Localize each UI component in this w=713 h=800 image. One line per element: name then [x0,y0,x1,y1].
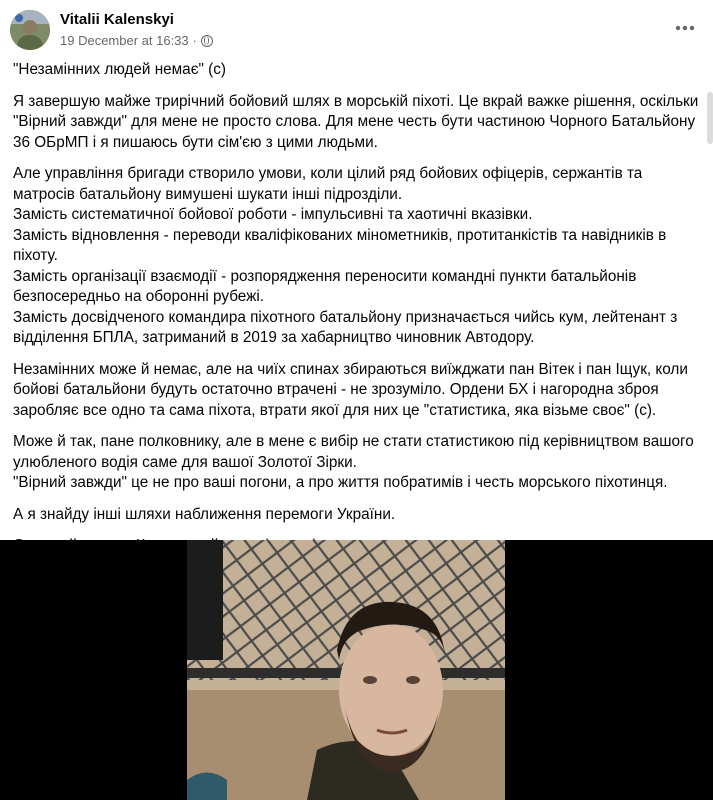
text-line: Але управління бригади створило умови, коли цілий ряд бойових офіцерів, сержантів та [13,165,643,182]
text-line: Замість систематичної бойової роботи - імпульсивні та хаотичні вказівки. [13,206,533,223]
text-line: безпосередньо на оборонні рубежі. [13,288,265,305]
selfie-photo[interactable] [187,540,505,800]
text-line: Замість відновлення - переводи кваліфікованих мінометників, протитанкістів та навідників в [13,226,667,244]
text-line: Замість досвідченого командира піхотного батальйону призначається чийсь кум, лейтенант з [13,308,678,326]
text-line: "Вірний завжди" для мене не просто слова. Для мене честь бути частиною Чорного Батальйону [13,113,696,130]
paragraph-2 [13,92,703,154]
avatar-image [10,10,50,50]
more-options-icon[interactable] [673,16,697,40]
paragraph-5 [13,432,703,494]
globe-icon [201,35,213,47]
text-line: "Незамінних людей немає" (с) [13,61,227,78]
post-header [10,8,705,54]
text-line: Я завершую майже трирічний бойовий шлях в морській піхоті. Це вкрай важке рішення, оскільки [13,92,699,110]
author-name[interactable]: Vitalii Kalenskyi [60,11,174,28]
paragraph-6 [13,505,703,526]
text-line: Замість організації взаємодії - розпорядження переносити командні пункти батальйонів [13,267,637,285]
paragraph-3 [13,164,703,349]
text-line: "Вірний завжди" це не про ваші погони, а про життя побратимів і честь морського піхотинця. [13,474,668,491]
text-line: А я знайду інші шляхи наближення перемоги України. [13,505,396,523]
text-line: матросів батальйону вимушені шукати інші підрозділи. [13,185,403,203]
photo-image [187,540,505,800]
text-line: бойові батальйони будуть остаточно втрачені - не зрозуміло. Ордени БХ і нагородна зброя [13,381,659,398]
post-timestamp[interactable]: 19 December at 16:33 [60,33,189,48]
meta-separator: · [192,33,197,48]
post-text [13,60,703,568]
post-media[interactable] [0,540,713,800]
text-line: Може й так, пане полковнику, але в мене є вибір не стати статистикою під керівництвом вашого [13,433,694,450]
text-line: піхоту. [13,247,58,264]
text-line: Незамінних може й немає, але на чиїх спинах збираються виїжджати пан Вітек і пан Іщук, коли [13,360,688,378]
scrollbar[interactable] [707,92,713,144]
paragraph-4 [13,360,703,422]
text-line: відділення БПЛА, затриманий в 2019 за хабарництво чиновник Автодору. [13,329,535,346]
avatar[interactable] [10,10,50,50]
text-line: 36 ОБрМП і я пишаюсь бути сім'єю з цими людьми. [13,133,378,151]
text-line: улюбленого водія саме для вашої Золотої Зірки. [13,453,357,471]
text-line: заробляє все одно та сама піхота, втрати якої для них це "статистика, яка візьме своє" (с). [13,401,657,419]
paragraph-1 [13,60,703,81]
post-meta [60,33,213,48]
